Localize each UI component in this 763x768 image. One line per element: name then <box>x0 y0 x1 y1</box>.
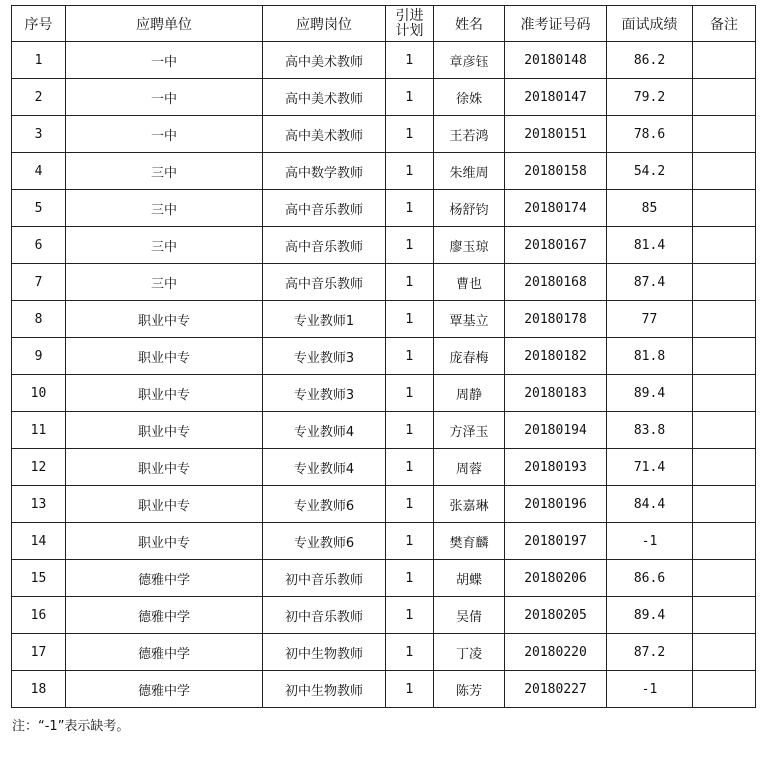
cell-ticket: 20180197 <box>505 523 607 560</box>
table-row <box>12 597 756 634</box>
cell-ticket: 20180151 <box>505 116 607 153</box>
cell-unit: 三中 <box>66 264 263 301</box>
cell-post: 专业教师4 <box>263 449 386 486</box>
cell-name: 丁凌 <box>434 634 505 671</box>
cell-plan: 1 <box>386 597 434 634</box>
cell-post: 高中美术教师 <box>263 79 386 116</box>
cell-plan: 1 <box>386 116 434 153</box>
cell-post: 高中音乐教师 <box>263 227 386 264</box>
header-seq: 序号 <box>12 6 66 42</box>
cell-ticket: 20180148 <box>505 42 607 79</box>
cell-unit: 三中 <box>66 190 263 227</box>
cell-score: 86.2 <box>607 42 693 79</box>
cell-remark <box>693 449 756 486</box>
cell-name: 杨舒钧 <box>434 190 505 227</box>
table-row <box>12 338 756 375</box>
cell-score: 79.2 <box>607 79 693 116</box>
cell-score: -1 <box>607 671 693 708</box>
cell-remark <box>693 597 756 634</box>
table-row <box>12 153 756 190</box>
cell-post: 高中音乐教师 <box>263 190 386 227</box>
cell-name: 樊育麟 <box>434 523 505 560</box>
cell-plan: 1 <box>386 42 434 79</box>
cell-post: 专业教师3 <box>263 338 386 375</box>
cell-seq: 7 <box>12 264 66 301</box>
cell-seq: 13 <box>12 486 66 523</box>
cell-unit: 职业中专 <box>66 523 263 560</box>
cell-name: 周静 <box>434 375 505 412</box>
cell-score: 84.4 <box>607 486 693 523</box>
cell-plan: 1 <box>386 227 434 264</box>
cell-ticket: 20180158 <box>505 153 607 190</box>
cell-seq: 6 <box>12 227 66 264</box>
cell-plan: 1 <box>386 412 434 449</box>
header-plan-line1: 引进 <box>395 7 424 24</box>
header-name: 姓名 <box>434 6 505 42</box>
cell-seq: 4 <box>12 153 66 190</box>
cell-score: 83.8 <box>607 412 693 449</box>
cell-ticket: 20180227 <box>505 671 607 708</box>
cell-seq: 3 <box>12 116 66 153</box>
cell-plan: 1 <box>386 449 434 486</box>
results-table <box>11 5 756 708</box>
cell-post: 初中生物教师 <box>263 634 386 671</box>
cell-plan: 1 <box>386 79 434 116</box>
cell-post: 专业教师6 <box>263 523 386 560</box>
cell-ticket: 20180168 <box>505 264 607 301</box>
cell-remark <box>693 560 756 597</box>
cell-seq: 9 <box>12 338 66 375</box>
cell-seq: 11 <box>12 412 66 449</box>
cell-ticket: 20180194 <box>505 412 607 449</box>
table-row <box>12 227 756 264</box>
cell-post: 初中生物教师 <box>263 671 386 708</box>
cell-remark <box>693 523 756 560</box>
cell-score: 87.4 <box>607 264 693 301</box>
table-row <box>12 190 756 227</box>
cell-remark <box>693 671 756 708</box>
cell-ticket: 20180196 <box>505 486 607 523</box>
cell-seq: 17 <box>12 634 66 671</box>
cell-score: 54.2 <box>607 153 693 190</box>
header-score: 面试成绩 <box>607 6 693 42</box>
cell-plan: 1 <box>386 301 434 338</box>
cell-unit: 一中 <box>66 42 263 79</box>
cell-unit: 德雅中学 <box>66 560 263 597</box>
cell-name: 廖玉琼 <box>434 227 505 264</box>
cell-post: 高中美术教师 <box>263 42 386 79</box>
table-row <box>12 264 756 301</box>
cell-plan: 1 <box>386 264 434 301</box>
cell-name: 徐姝 <box>434 79 505 116</box>
cell-post: 初中音乐教师 <box>263 597 386 634</box>
cell-name: 朱维周 <box>434 153 505 190</box>
cell-score: -1 <box>607 523 693 560</box>
cell-post: 高中音乐教师 <box>263 264 386 301</box>
cell-post: 专业教师6 <box>263 486 386 523</box>
cell-name: 覃基立 <box>434 301 505 338</box>
cell-score: 78.6 <box>607 116 693 153</box>
cell-ticket: 20180174 <box>505 190 607 227</box>
cell-ticket: 20180182 <box>505 338 607 375</box>
cell-unit: 职业中专 <box>66 301 263 338</box>
table-body <box>12 42 756 708</box>
table-row <box>12 412 756 449</box>
cell-remark <box>693 301 756 338</box>
cell-seq: 12 <box>12 449 66 486</box>
cell-remark <box>693 190 756 227</box>
cell-seq: 15 <box>12 560 66 597</box>
cell-score: 86.6 <box>607 560 693 597</box>
cell-remark <box>693 42 756 79</box>
cell-post: 专业教师4 <box>263 412 386 449</box>
cell-post: 专业教师1 <box>263 301 386 338</box>
cell-plan: 1 <box>386 153 434 190</box>
footnote: 注：“-1”表示缺考。 <box>12 719 130 734</box>
cell-remark <box>693 79 756 116</box>
header-row <box>12 6 756 42</box>
cell-score: 85 <box>607 190 693 227</box>
cell-seq: 1 <box>12 42 66 79</box>
header-post: 应聘岗位 <box>263 6 386 42</box>
cell-name: 胡蝶 <box>434 560 505 597</box>
cell-name: 张嘉琳 <box>434 486 505 523</box>
table-row <box>12 560 756 597</box>
cell-remark <box>693 412 756 449</box>
table-row <box>12 449 756 486</box>
cell-remark <box>693 116 756 153</box>
cell-unit: 职业中专 <box>66 449 263 486</box>
cell-remark <box>693 227 756 264</box>
cell-ticket: 20180178 <box>505 301 607 338</box>
header-plan <box>386 6 434 42</box>
cell-seq: 2 <box>12 79 66 116</box>
cell-unit: 三中 <box>66 227 263 264</box>
header-plan-line2: 计划 <box>395 22 424 39</box>
table-row <box>12 79 756 116</box>
cell-score: 81.4 <box>607 227 693 264</box>
cell-remark <box>693 264 756 301</box>
cell-unit: 职业中专 <box>66 375 263 412</box>
cell-ticket: 20180147 <box>505 79 607 116</box>
cell-unit: 职业中专 <box>66 338 263 375</box>
cell-name: 陈芳 <box>434 671 505 708</box>
cell-unit: 德雅中学 <box>66 671 263 708</box>
cell-name: 王若鸿 <box>434 116 505 153</box>
cell-score: 89.4 <box>607 597 693 634</box>
cell-seq: 18 <box>12 671 66 708</box>
cell-name: 吴倩 <box>434 597 505 634</box>
header-unit: 应聘单位 <box>66 6 263 42</box>
table-row <box>12 523 756 560</box>
cell-remark <box>693 486 756 523</box>
cell-plan: 1 <box>386 523 434 560</box>
cell-ticket: 20180167 <box>505 227 607 264</box>
cell-unit: 一中 <box>66 79 263 116</box>
cell-remark <box>693 375 756 412</box>
cell-post: 专业教师3 <box>263 375 386 412</box>
cell-ticket: 20180183 <box>505 375 607 412</box>
table-row <box>12 486 756 523</box>
cell-plan: 1 <box>386 338 434 375</box>
table-row <box>12 116 756 153</box>
table-row <box>12 634 756 671</box>
cell-score: 77 <box>607 301 693 338</box>
cell-seq: 5 <box>12 190 66 227</box>
cell-unit: 三中 <box>66 153 263 190</box>
cell-name: 庞春梅 <box>434 338 505 375</box>
table-row <box>12 301 756 338</box>
cell-ticket: 20180220 <box>505 634 607 671</box>
cell-unit: 职业中专 <box>66 486 263 523</box>
cell-unit: 职业中专 <box>66 412 263 449</box>
cell-score: 71.4 <box>607 449 693 486</box>
cell-plan: 1 <box>386 190 434 227</box>
cell-unit: 德雅中学 <box>66 597 263 634</box>
cell-post: 初中音乐教师 <box>263 560 386 597</box>
cell-ticket: 20180206 <box>505 560 607 597</box>
cell-seq: 8 <box>12 301 66 338</box>
cell-remark <box>693 153 756 190</box>
cell-plan: 1 <box>386 560 434 597</box>
cell-seq: 14 <box>12 523 66 560</box>
cell-unit: 德雅中学 <box>66 634 263 671</box>
cell-name: 曹也 <box>434 264 505 301</box>
header-ticket: 准考证号码 <box>505 6 607 42</box>
header-remark: 备注 <box>693 6 756 42</box>
cell-plan: 1 <box>386 486 434 523</box>
cell-remark <box>693 338 756 375</box>
cell-ticket: 20180193 <box>505 449 607 486</box>
cell-seq: 10 <box>12 375 66 412</box>
cell-name: 周蓉 <box>434 449 505 486</box>
cell-name: 章彦钰 <box>434 42 505 79</box>
cell-seq: 16 <box>12 597 66 634</box>
table-row <box>12 671 756 708</box>
cell-score: 87.2 <box>607 634 693 671</box>
cell-plan: 1 <box>386 634 434 671</box>
cell-post: 高中美术教师 <box>263 116 386 153</box>
cell-score: 89.4 <box>607 375 693 412</box>
table-row <box>12 375 756 412</box>
cell-name: 方泽玉 <box>434 412 505 449</box>
table-row <box>12 42 756 79</box>
cell-score: 81.8 <box>607 338 693 375</box>
cell-plan: 1 <box>386 375 434 412</box>
cell-plan: 1 <box>386 671 434 708</box>
cell-unit: 一中 <box>66 116 263 153</box>
cell-post: 高中数学教师 <box>263 153 386 190</box>
cell-ticket: 20180205 <box>505 597 607 634</box>
cell-remark <box>693 634 756 671</box>
